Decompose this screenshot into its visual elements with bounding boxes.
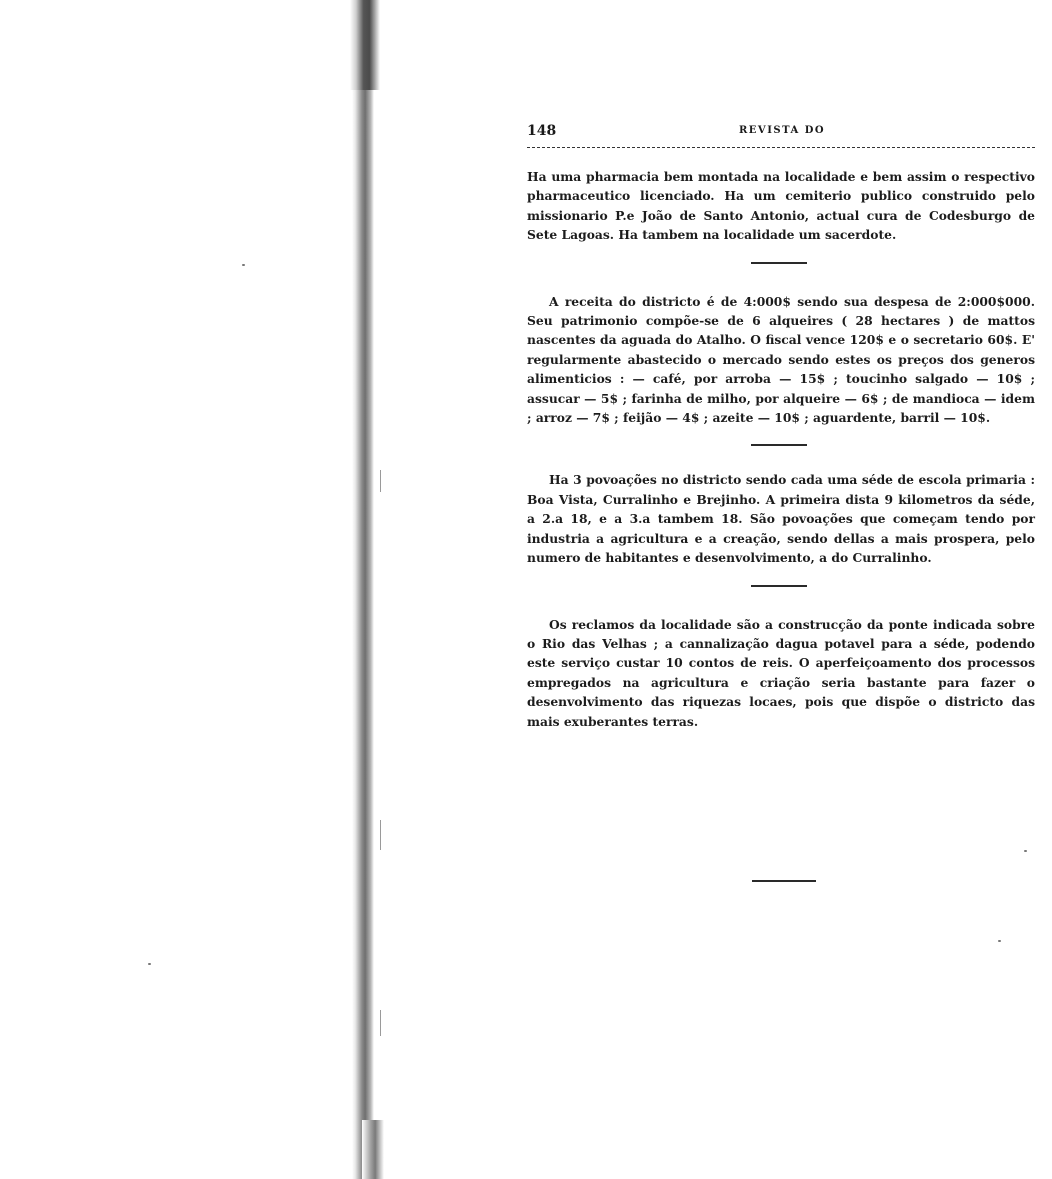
paragraph-reclamos: Os reclamos da localidade são a construcção da ponte indicada sobre o Rio das Velhas ; a cannalização dagua potavel para a séde, podendo este serviço custar 10 contos de reis. O aperfeiçoamento dos processos empregados na agricultura e criação seria bastante para fazer o desenvolvimento das riquezas locaes, pois que dispõe o districto das mais exuberantes terras. — [527, 616, 1035, 729]
page-number: 148 — [527, 123, 557, 139]
section-separator — [751, 262, 807, 264]
page-edge-mark — [380, 820, 381, 850]
end-rule — [752, 880, 816, 882]
scan-speck — [242, 264, 245, 266]
book-gutter-top-shadow — [350, 0, 380, 90]
page-header — [527, 123, 1035, 143]
running-title: REVISTA DO — [739, 125, 826, 136]
paragraph-povoacoes: Ha 3 povoações no districto sendo cada uma séde de escola primaria : Boa Vista, Curralinho e Brejinho. A primeira dista 9 kilometros da séde, a 2.a 18, e a 3.a tambem 18. São povoações que começam tendo por industria a agricultura e a creação, sendo dellas a mais prospera, pelo numero de habitantes e desenvolvimento, a do Curralinho. — [527, 472, 1035, 566]
scan-speck — [148, 963, 151, 965]
text-column — [527, 167, 1035, 731]
page-edge-mark — [380, 470, 381, 492]
section-separator — [751, 585, 807, 587]
scan-speck — [998, 940, 1001, 942]
book-gutter-bottom-shadow — [362, 1120, 384, 1179]
book-gutter-shadow — [352, 0, 374, 1179]
page-edge-mark — [380, 1010, 381, 1036]
scan-speck — [1024, 850, 1027, 852]
header-rule — [527, 147, 1035, 148]
paragraph-pharmacia: Ha uma pharmacia bem montada na localidade e bem assim o respectivo pharmaceutico licenciado. Ha um cemiterio publico construido pelo missionario P.e João de Santo Antonio, actual cura de Codesburgo de Sete Lagoas. Ha tambem na localidade um sacerdote. — [527, 169, 1035, 243]
section-separator — [751, 444, 807, 446]
paragraph-receita: A receita do districto é de 4:000$ sendo sua despesa de 2:000$000. Seu patrimonio compõe-se de 6 alqueires ( 28 hectares ) de mattos nascentes da aguada do Atalho. O fiscal vence 120$ e o secretario 60$. E' regularmente abastecido o mercado sendo estes os preços dos generos alimenticios : — café, por arroba — 15$ ; toucinho salgado — 10$ ; assucar — 5$ ; farinha de milho, por alqueire — 6$ ; de mandioca — idem ; arroz — 7$ ; feijão — 4$ ; azeite — 10$ ; aguardente, barril — 10$. — [527, 293, 1035, 426]
